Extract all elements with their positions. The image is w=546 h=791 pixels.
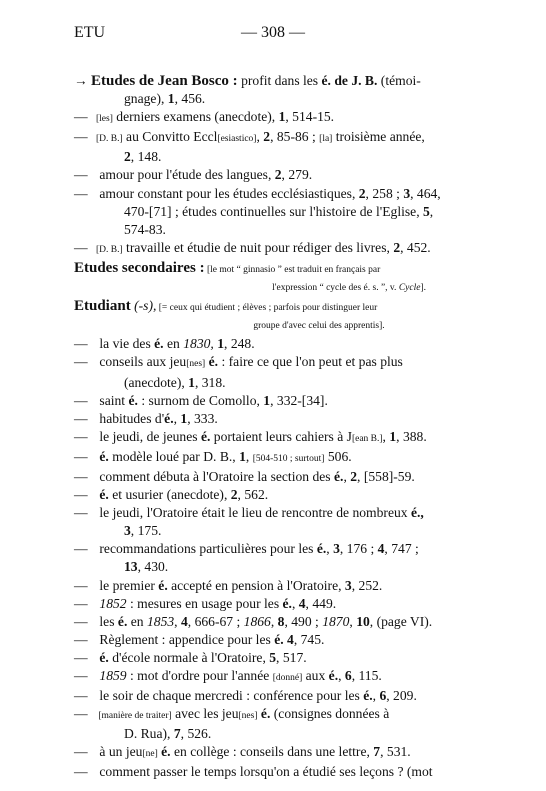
entry-line: — 1859 : mot d'ordre pour l'année [donné] aux é., 6, 115.: [74, 668, 382, 683]
entry-line: — le soir de chaque mercredi : conférence pour les é., 6, 209.: [74, 688, 417, 704]
entry-line: — habitudes d'é., 1, 333.: [74, 410, 218, 426]
headword: Etudes secondaires :: [74, 259, 205, 276]
entry-line: — conseils aux jeu[nes] é. : faire ce que l'on peut et pas plus (anecdote), 1, 318.: [74, 354, 403, 390]
headword: Etudiant: [74, 298, 131, 315]
entry-etudes-secondaires: Etudes secondaires : [le mot “ ginnasio ” est traduit en français par l'expression “ cycle des é. s. ”, v. Cycle].: [74, 259, 426, 294]
entry-line: — é. d'école normale à l'Oratoire, 5, 517.: [74, 649, 307, 665]
entry-line: — le premier é. accepté en pension à l'Oratoire, 3, 252.: [74, 577, 383, 593]
entry-line: — 1852 : mesures en usage pour les é., 4, 449.: [74, 595, 337, 611]
entry-line: — la vie des é. en 1830, 1, 248.: [74, 336, 255, 352]
entry-line: — [manière de traiter] avec les jeu[nes] é. (consignes données à D. Rua), 7, 526.: [74, 706, 390, 742]
entry-line: — les é. en 1853, 4, 666-67 ; 1866, 8, 490 ; 1870, 10, (page VI).: [74, 613, 433, 629]
entry-line: — recommandations particulières pour les é., 3, 176 ; 4, 747 ; 13, 430.: [74, 541, 419, 575]
arrow-icon: →: [74, 73, 88, 88]
running-head: ETU: [74, 24, 106, 41]
index-entries: [74, 72, 478, 782]
page-header: [0, 24, 546, 44]
entry-line: — [D. B.] au Convitto Eccl[esiastico], 2, 85-86 ; [la] troisième année, 2, 148.: [74, 129, 425, 165]
entry-line: — le jeudi, l'Oratoire était le lieu de rencontre de nombreux é., 3, 175.: [74, 505, 424, 539]
entry-line: — comment passer le temps lorsqu'on a étudié ses leçons ? (mot: [74, 764, 433, 780]
entry-line: — à un jeu[ne] é. en collège : conseils dans une lettre, 7, 531.: [74, 744, 411, 760]
entry-line: — é. modèle loué par D. B., 1, [504-510 ; surtout] 506.: [74, 448, 352, 464]
entry-etudes-jean-bosco: → Etudes de Jean Bosco : profit dans les é. de J. B. (témoi- gnage), 1, 456.: [74, 73, 421, 107]
entry-line: — [les] derniers examens (anecdote), 1, 514-15.: [74, 109, 335, 125]
entry-line: — amour constant pour les études ecclésiastiques, 2, 258 ; 3, 464, 470-[71] ; études continuelles sur l'histoire de l'Eglise, 5, 574-83.: [74, 185, 441, 237]
entry-line: — saint é. : surnom de Comollo, 1, 332-[34].: [74, 392, 328, 408]
entry-line: — é. et usurier (anecdote), 2, 562.: [74, 487, 269, 503]
entry-line: — amour pour l'étude des langues, 2, 279.: [74, 167, 313, 183]
entry-line: — comment débuta à l'Oratoire la section des é., 2, [558]-59.: [74, 468, 415, 484]
entry-line: — le jeudi, de jeunes é. portaient leurs cahiers à J[ean B.], 1, 388.: [74, 428, 427, 444]
entry-etudiant: Etudiant (-s), [= ceux qui étudient ; élèves ; parfois pour distinguer leur groupe d'avec celui des apprentis].: [74, 298, 385, 332]
headword: Etudes de Jean Bosco :: [91, 73, 238, 89]
entry-line: — Règlement : appendice pour les é. 4, 745.: [74, 631, 325, 647]
page-number: — 308 —: [241, 24, 305, 41]
entry-line: — [D. B.] travaille et étudie de nuit pour rédiger des livres, 2, 452.: [74, 239, 431, 255]
